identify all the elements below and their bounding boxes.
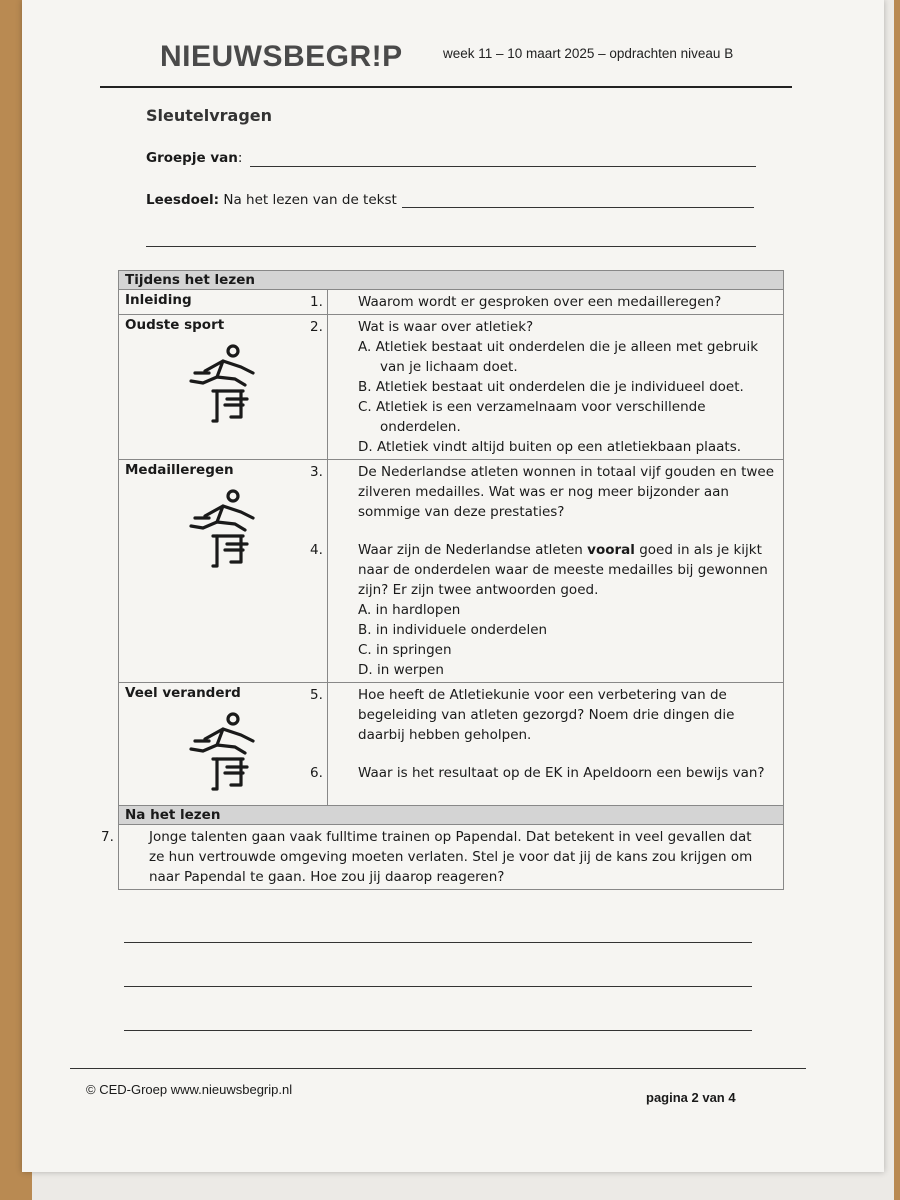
question-text: Wat is waar over atletiek? [358,319,534,335]
questions-table [101,270,784,890]
question-text: goed in als je kijkt naar de onderdelen waar de meeste medailles bij gewonnen zijn? Er zijn twee antwoorden goed. [358,542,768,598]
leesdoel-field [146,192,397,208]
question-3 [310,462,777,522]
section-inleiding: Inleiding [119,290,328,315]
option[interactable]: D. in werpen [358,662,444,678]
question-text: De Nederlandse atleten wonnen in totaal vijf gouden en twee zilveren medailles. Wat was er nog meer bijzonder aan sommige van deze prestaties? [358,464,775,520]
question-text: Waarom wordt er gesproken over een medailleregen? [358,294,722,310]
question-cell [101,825,784,890]
option[interactable]: C. in springen [358,642,452,658]
question-number: 3. [310,464,323,480]
option[interactable]: A. in hardlopen [358,602,461,618]
option[interactable]: B. in individuele onderdelen [358,622,548,638]
week-info: week 11 – 10 maart 2025 – opdrachten niveau B [443,46,734,61]
option[interactable]: A. Atletiek bestaat uit onderdelen die je alleen met gebruik van je lichaam doet. [358,339,759,375]
leesdoel-answer-line[interactable] [402,207,754,208]
question-6 [310,763,777,783]
question-cell [310,683,784,806]
leesdoel-answer-line-2[interactable] [146,246,756,247]
question-4 [310,540,777,600]
question-2 [310,317,777,337]
logo: NIEUWSBEGR!P [160,40,403,73]
after-reading-header: Na het lezen [119,806,784,825]
question-1 [310,292,777,312]
section-veel-veranderd [119,683,328,806]
question-5 [310,685,777,745]
groepje-label: Groepje van [146,150,238,166]
question-number: 4. [310,542,323,558]
question-cell [310,290,784,315]
page-number: pagina 2 van 4 [646,1090,736,1105]
leesdoel-label: Leesdoel: [146,192,220,208]
answer-options [334,337,777,457]
groepje-colon: : [237,150,243,166]
question-cell [310,315,784,460]
option[interactable]: C. Atletiek is een verzamelnaam voor verschillende onderdelen. [358,399,706,435]
table-row [119,683,784,806]
question-number: 7. [101,829,114,845]
option[interactable]: D. Atletiek vindt altijd buiten op een atletiekbaan plaats. [358,439,742,455]
answer-line-2[interactable] [124,986,752,987]
during-reading-header: Tijdens het lezen [119,271,784,290]
footer-divider [70,1068,806,1069]
groepje-field [146,150,242,166]
copyright: © CED-Groep www.nieuwsbegrip.nl [86,1082,293,1097]
section-medailleregen [119,460,328,683]
question-number: 2. [310,319,323,335]
answer-line-1[interactable] [124,942,752,943]
section-oudste-sport [119,315,328,460]
answer-options [334,600,777,680]
leesdoel-text: Na het lezen van de tekst [223,192,397,208]
question-cell [310,460,784,683]
question-text: Jonge talenten gaan vaak fulltime trainen op Papendal. Dat betekent in veel gevallen dat ze hun vertrouwde omgeving moeten verlaten. Stel je voor dat jij de kans zou krijgen om naar Papendal te gaan. Hoe zou jij daarop reageren? [149,829,753,885]
question-number: 6. [310,765,323,781]
hurdler-icon [125,333,321,431]
hurdler-icon [125,701,321,799]
option[interactable]: B. Atletiek bestaat uit onderdelen die je individueel doet. [358,379,744,395]
groepje-answer-line[interactable] [250,166,756,167]
table-row [119,290,784,315]
question-number: 1. [310,294,323,310]
question-text: Hoe heeft de Atletiekunie voor een verbetering van de begeleiding van atleten gezorgd? Noem drie dingen die daarbij hebben geholpen. [358,687,735,743]
question-emphasis: vooral [587,542,635,558]
section-label: Oudste sport [125,317,225,333]
section-label: Medailleregen [125,462,234,478]
question-text: Waar zijn de Nederlandse atleten [358,542,588,558]
question-text: Waar is het resultaat op de EK in Apeldoorn een bewijs van? [358,765,765,781]
answer-line-3[interactable] [124,1030,752,1031]
table-row [119,315,784,460]
page-title: Sleutelvragen [146,106,273,125]
header-divider [100,86,792,88]
table-row [119,460,784,683]
hurdler-icon [125,478,321,576]
question-7 [101,827,777,887]
question-number: 5. [310,687,323,703]
table-row [119,825,784,890]
section-label: Veel veranderd [125,685,241,701]
